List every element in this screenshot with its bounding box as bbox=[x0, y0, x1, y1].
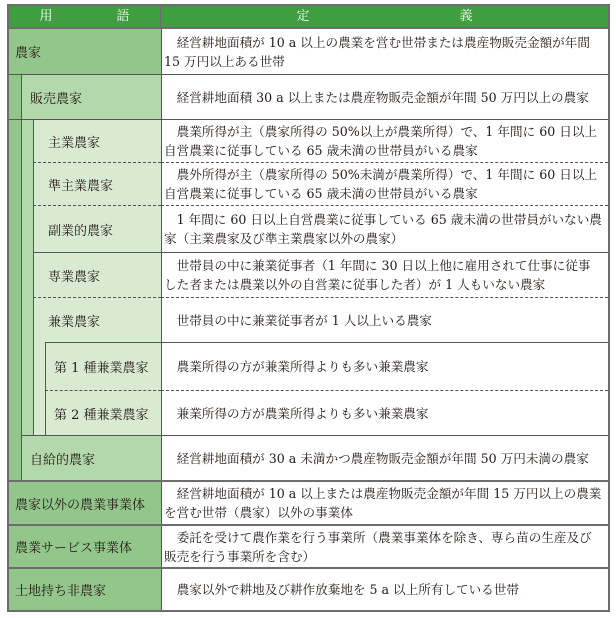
term-cell: 準主業農家 bbox=[33, 162, 161, 205]
level0-band bbox=[9, 297, 21, 342]
definition-text: 世帯員の中に兼業従事者が 1 人以上いる農家 bbox=[176, 312, 432, 328]
level0-band bbox=[9, 120, 21, 162]
level0-band bbox=[9, 390, 21, 435]
definition-cell bbox=[161, 120, 608, 162]
level0-band bbox=[9, 205, 21, 252]
level0-band bbox=[9, 75, 21, 119]
definition-text: 委託を受けて農作業を行う事業所（農業事業体を除き、専ら苗の生産及び販売を行う事業所を含む） bbox=[164, 529, 592, 564]
definition-cell bbox=[161, 569, 608, 610]
definition-text: 農外所得が主（農家所得の 50%未満が農業所得）で、1 年間に 60 日以上自営農業に従事している 65 歳未満の世帯員がいる農家 bbox=[164, 167, 598, 201]
header-term-char-1: 用 bbox=[39, 9, 53, 24]
table-row bbox=[9, 480, 608, 524]
definition-cell bbox=[161, 526, 608, 567]
definition-cell bbox=[161, 75, 608, 119]
level1-band bbox=[21, 342, 33, 390]
term-cell: 農家 bbox=[9, 29, 161, 74]
definition-text: 経営耕地面積が 10 a 以上の農業を営む世帯または農産物販売金額が年間 15 万円以上ある世帯 bbox=[164, 34, 590, 69]
table-row bbox=[9, 252, 608, 297]
definition-text: 経営耕地面積が 10 a 以上または農産物販売金額が年間 15 万円以上の農業を営む世帯（農家）以外の事業体 bbox=[164, 486, 602, 520]
table-row bbox=[9, 524, 608, 567]
level1-band bbox=[21, 162, 33, 205]
definition-text: 経営耕地面積が 30 a 未満かつ農産物販売金額が年間 50 万円未満の農家 bbox=[176, 450, 589, 466]
term-cell: 専業農家 bbox=[33, 252, 161, 297]
table-header bbox=[9, 6, 608, 29]
term-cell: 販売農家 bbox=[21, 75, 161, 119]
level1-band bbox=[21, 205, 33, 252]
definition-text: 農業所得が主（農家所得の 50%以上が農業所得）で、1 年間に 60 日以上自営農業に従事している 65 歳未満の世帯員がいる農家 bbox=[164, 124, 598, 158]
header-def-char-1: 定 bbox=[296, 9, 310, 24]
term-cell: 兼業農家 bbox=[33, 297, 161, 342]
level0-band bbox=[9, 252, 21, 297]
term-cell: 農家以外の農業事業体 bbox=[9, 482, 161, 524]
term-cell: 主業農家 bbox=[33, 120, 161, 162]
definition-text: 世帯員の中に兼業従事者（1 年間に 30 日以上他に雇用されて仕事に従事した者または農業以外の自営業に従事した者）が 1 人もいない農家 bbox=[164, 258, 591, 292]
term-cell: 副業的農家 bbox=[33, 205, 161, 252]
level2-band bbox=[33, 390, 45, 435]
header-term-char-2: 語 bbox=[116, 9, 130, 24]
definition-cell bbox=[161, 342, 608, 390]
definition-text: 兼業所得の方が農業所得よりも多い兼業農家 bbox=[176, 405, 429, 421]
level1-band bbox=[21, 252, 33, 297]
term-cell: 土地持ち非農家 bbox=[9, 569, 161, 610]
definition-text: 1 年間に 60 日以上自営農業に従事している 65 歳未満の世帯員がいない農家（主業農家及び準主業農家以外の農家） bbox=[164, 212, 602, 246]
level1-band bbox=[21, 120, 33, 162]
header-def-char-2: 義 bbox=[459, 9, 473, 24]
definition-text: 経営耕地面積 30 a 以上または農産物販売金額が年間 50 万円以上の農家 bbox=[176, 89, 589, 105]
term-cell: 自給的農家 bbox=[21, 435, 161, 480]
table-row bbox=[9, 29, 608, 74]
term-cell: 農業サービス事業体 bbox=[9, 526, 161, 567]
level0-band bbox=[9, 162, 21, 205]
definition-cell bbox=[161, 162, 608, 205]
table-row bbox=[9, 567, 608, 610]
definition-text: 農業所得の方が兼業所得よりも多い兼業農家 bbox=[176, 359, 429, 374]
level1-band bbox=[21, 297, 33, 342]
table-row bbox=[9, 390, 608, 435]
level2-band bbox=[33, 342, 45, 390]
definition-cell bbox=[161, 205, 608, 252]
table-row bbox=[9, 74, 608, 119]
table-row bbox=[9, 205, 608, 252]
header-definition bbox=[161, 6, 608, 27]
table-row bbox=[9, 342, 608, 390]
definition-text: 農家以外で耕地及び耕作放棄地を 5 a 以上所有している世帯 bbox=[176, 582, 519, 597]
glossary-table bbox=[7, 4, 610, 612]
table-row bbox=[9, 297, 608, 342]
definition-cell bbox=[161, 252, 608, 297]
term-cell: 第 1 種兼業農家 bbox=[45, 342, 161, 390]
table-row bbox=[9, 119, 608, 162]
definition-cell bbox=[161, 390, 608, 435]
level0-band bbox=[9, 342, 21, 390]
level1-band bbox=[21, 390, 33, 435]
header-term bbox=[9, 6, 161, 27]
definition-cell bbox=[161, 29, 608, 74]
definition-cell bbox=[161, 297, 608, 342]
level0-band bbox=[9, 435, 21, 480]
table-row bbox=[9, 435, 608, 480]
definition-cell bbox=[161, 435, 608, 480]
term-cell: 第 2 種兼業農家 bbox=[45, 390, 161, 435]
definition-cell bbox=[161, 482, 608, 524]
table-row bbox=[9, 162, 608, 205]
